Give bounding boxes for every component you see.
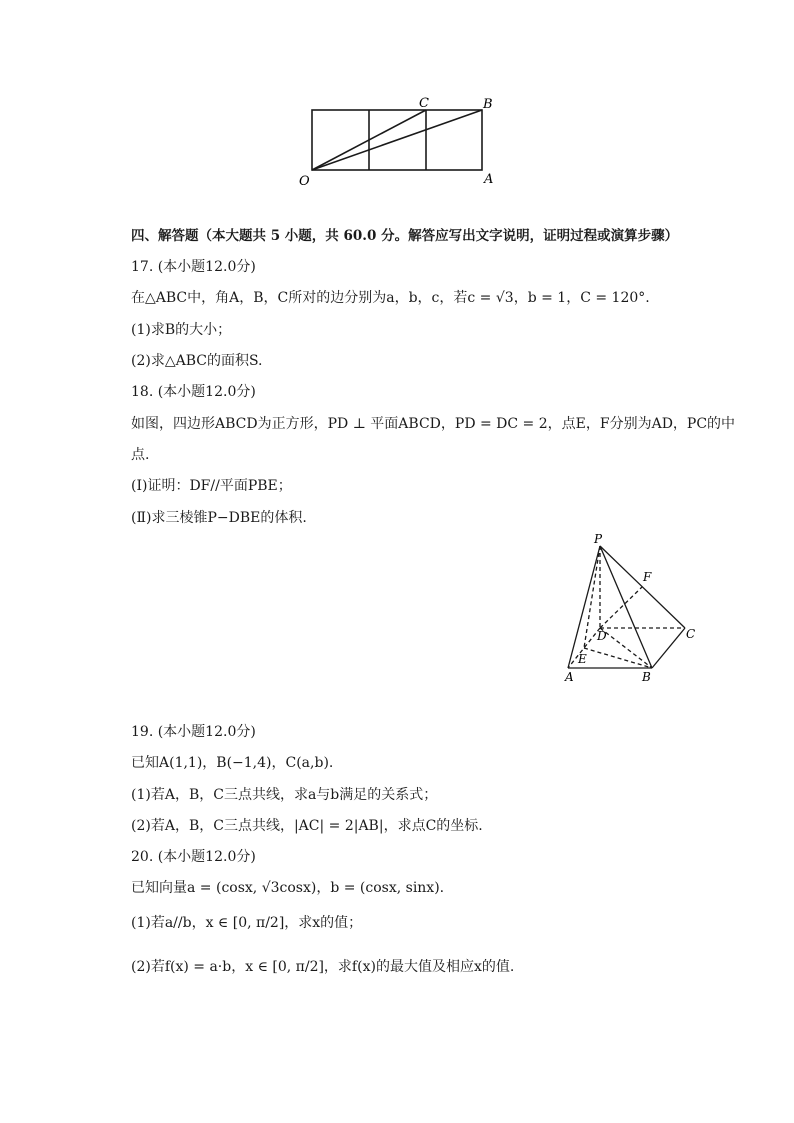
edge-bc	[652, 628, 685, 668]
label-a2: A	[565, 670, 574, 684]
q20-number: 20. (本小题12.0分)	[131, 849, 256, 865]
q17-number: 17. (本小题12.0分)	[131, 259, 256, 275]
q20-part1: (1)若a//b，x ∈ [0, π/2]，求x的值；	[131, 915, 363, 931]
q19-stem: 已知A(1,1)，B(−1,4)，C(a,b).	[131, 755, 334, 771]
edge-db	[600, 628, 652, 668]
q18-stem-line1: 如图，四边形ABCD为正方形，PD ⊥ 平面ABCD，PD = DC = 2，点E，F分别为AD，PC的中	[131, 416, 736, 432]
label-o: O	[299, 174, 310, 187]
pyramid-figure	[555, 530, 705, 690]
edge-pb	[600, 546, 652, 668]
label-b: B	[483, 97, 493, 112]
q17-part2: (2)求△ABC的面积S.	[131, 353, 263, 369]
q18-part1: (Ⅰ)证明：DF//平面PBE；	[131, 478, 292, 494]
label-c2: C	[686, 627, 696, 641]
segment-ob	[312, 110, 482, 170]
label-f: F	[643, 570, 652, 584]
q19-part2: (2)若A，B，C三点共线，|AC| = 2|AB|，求点C的坐标.	[131, 818, 483, 834]
q17-stem: 在△ABC中，角A，B，C所对的边分别为a，b，c，若c = √3，b = 1，C = 120°.	[131, 290, 650, 306]
q18-part2: (Ⅱ)求三棱锥P−DBE的体积.	[131, 510, 307, 526]
q18-stem-line2: 点.	[131, 447, 150, 463]
edge-pa	[568, 546, 600, 668]
label-e: E	[578, 652, 587, 666]
q17-part1: (1)求B的大小；	[131, 322, 232, 338]
edge-eb	[584, 648, 652, 668]
q20-part2: (2)若f(x) = a·b，x ∈ [0, π/2]，求f(x)的最大值及相应x的值.	[131, 959, 515, 975]
label-p: P	[594, 532, 603, 546]
label-c: C	[419, 96, 429, 111]
rectangle-figure	[296, 92, 506, 187]
label-b2: B	[642, 670, 651, 684]
q20-stem: 已知向量a = (cosx, √3cosx)，b = (cosx, sinx).	[131, 880, 445, 896]
q19-part1: (1)若A，B，C三点共线，求a与b满足的关系式；	[131, 787, 438, 803]
q19-number: 19. (本小题12.0分)	[131, 724, 256, 740]
label-d: D	[597, 629, 607, 643]
label-a: A	[484, 172, 494, 187]
q18-number: 18. (本小题12.0分)	[131, 384, 256, 400]
edge-df	[600, 587, 642, 628]
section-heading: 四、解答题（本大题共 5 小题，共 60.0 分。解答应写出文字说明，证明过程或演算步骤）	[131, 228, 679, 244]
